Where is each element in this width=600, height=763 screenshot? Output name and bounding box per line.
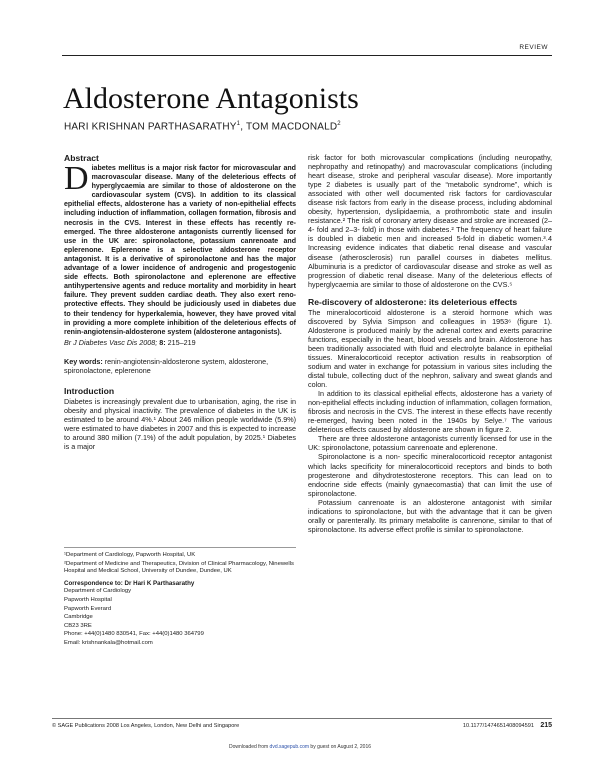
page-number: 215 bbox=[540, 722, 552, 729]
publisher-notice: © SAGE Publications 2008 Los Angeles, London, New Delhi and Singapore bbox=[52, 723, 240, 729]
keywords-text: renin-angiotensin-aldosterone system, aldosterone, spironolactone, eplerenone bbox=[64, 356, 269, 375]
right-column bbox=[308, 153, 552, 534]
author-name: TOM MACDONALD bbox=[245, 121, 338, 133]
abstract-body: iabetes mellitus is a major risk factor for microvascular and macrovascular disease. Many of the deleterious effects of hyperglycaemia are similar to those of aldosterone on the cardiovascular system (CVS). In addition to its classical epithelial effects, aldosterone has a variety of non-epithelial effects including induction of inflammation, collagen formation, fibrosis and necrosis in the CVS. Interest in these effects has recently re-emerged. The three aldosterone antagonists currently licensed for use in the UK are: spironolactone, potassium canrenoate and eplerenone. Eplerenone is a selective aldosterone receptor antagonist. It is a derivative of spironolactone and has the major advantage of a lower incidence of androgenic and progestogenic side effects. Both spironolactone and eplerenone are effective antihypertensive agents and reduce mortality and morbidity in heart failure. They prevent sudden cardiac death. They also exert reno-protective effects. They should be judiciously used in diabetes due to their tendency for hyperkalemia, however, they have proved vital in providing a more complete inhibition of the deleterious effects of renin-angiotensin-aldosterone system (aldosterone antagonists). bbox=[64, 165, 296, 336]
introduction-heading: Introduction bbox=[64, 385, 115, 396]
header-rule bbox=[62, 55, 552, 56]
phone-fax: Phone: +44(0)1480 830541, Fax: +44(0)1480 364799 bbox=[64, 631, 204, 638]
download-notice bbox=[0, 744, 600, 750]
author-name: HARI KRISHNAN PARTHASARATHY bbox=[64, 121, 237, 133]
body-paragraph: Spironolactone is a non- specific mineralocorticoid receptor antagonist which lacks specificity for mineralocorticoid receptors and binds to both progesterone and dihydrotestosterone receptors. This can lead on to endocrine side effects (mainly gynaecomastia) that can limit the use of spironolactone. bbox=[308, 452, 552, 498]
correspondence-heading: Correspondence to: Dr Hari K Parthasarathy bbox=[64, 579, 195, 587]
article-title: Aldosterone Antagonists bbox=[63, 82, 359, 115]
citation-volume: 8: bbox=[157, 337, 166, 347]
drop-cap: D bbox=[64, 160, 89, 197]
keywords bbox=[64, 357, 296, 375]
left-column bbox=[64, 153, 296, 451]
affiliations-box bbox=[64, 547, 296, 649]
doi: 10.1177/1474651408094591 bbox=[462, 723, 534, 729]
affiliation-marker: 1 bbox=[236, 121, 241, 127]
footer-rule bbox=[52, 718, 552, 719]
body-paragraph: The mineralocorticoid aldosterone is a steroid hormone which was discovered by Sylvia Simpson and colleagues in 1953⁶ (figure 1). Aldosterone is produced mainly by the adrenal cortex and exerts paracrine functions, especially in the heart, blood vessels and brain. Aldosterone has been traditionally associated with fluid and electrolyte balance in epithelial tissues. Mineralocorticoid receptor activation results in reabsorption of sodium and water in exchange for potassium in various sites including the distal tubule, collecting duct of the nephron, salivary and sweat glands and colon. bbox=[308, 307, 552, 390]
section-heading: Re-discovery of aldosterone: its deleterious effects bbox=[308, 296, 518, 307]
body-paragraph: There are three aldosterone antagonists currently licensed for use in the UK: spironolactone, potassium canrenoate and eplerenone. bbox=[308, 434, 552, 453]
address-line: CB23 3RE bbox=[64, 622, 92, 629]
address-line: Cambridge bbox=[64, 614, 93, 621]
keywords-label: Key words: bbox=[64, 356, 103, 366]
affiliation-marker: 2 bbox=[337, 121, 341, 127]
introduction-paragraph: Diabetes is increasingly prevalent due to urbanisation, aging, the rise in obesity and physical inactivity. The prevalence of diabetes in the UK is estimated to be around 4%.¹ About 246 million people worldwide (5.9%) were estimated to have diabetes in 2007 and this is expected to increase to around 380 million (7.1%) of the adult population, by 2025.¹ Diabetes is a major bbox=[64, 396, 296, 452]
email-address: Email: krishnankala@hotmail.com bbox=[64, 639, 153, 646]
body-paragraph: In addition to its classical epithelial effects, aldosterone has a variety of non-epithelial effects including induction of inflammation, collagen formation, fibrosis and necrosis in the CVS. The interest in these effects have recently re-emerged, having been noted in the 1940s by Selye.⁷ The various deleterious effects caused by aldosterone are shown in figure 2. bbox=[308, 389, 552, 435]
affiliation-2: ²Department of Medicine and Therapeutics, Division of Clinical Pharmacology, Ninewells Hospital and Medical School, University of Dundee, Dundee, UK bbox=[64, 560, 294, 575]
citation bbox=[64, 338, 296, 347]
affiliation-1: ¹Department of Cardiology, Papworth Hospital, UK bbox=[64, 552, 196, 558]
section-label: REVIEW bbox=[519, 44, 548, 51]
download-suffix: by guest on August 2, 2016 bbox=[309, 744, 372, 750]
address-line: Department of Cardiology bbox=[64, 588, 132, 595]
body-paragraph: risk factor for both microvascular complications (including neuropathy, nephropathy and retinopathy) and macrovascular complications (including heart disease, stroke and peripheral vascular disease). More importantly type 2 diabetes is usually part of the “metabolic syndrome”, which is associated with other well documented risk factors for cardiovascular disease risk factors from early in the disease process, including abdominal obesity, hypertension, dyslipidaemia, a prothrombotic state and insulin resistance.² The risk of coronary artery disease and stroke are increased (2–4- fold and 2–3- fold) in those with diabetes.² The frequency of heart failure is doubled in diabetic men and increased 5-fold in diabetic women.³˒4 Increasing evidence indicates that diabetic renal disease and vascular disease (atherosclerosis) run parallel courses in diabetes mellitus. Albuminuria is a predictor of cardiovascular disease and stroke as well as progression of diabetic renal disease. Many of the deleterious effects of hyperglycaemia are similar to those of aldosterone on the CVS.⁵ bbox=[308, 153, 552, 289]
address-line: Papworth Everard bbox=[64, 605, 112, 612]
citation-pages: 215–219 bbox=[165, 337, 196, 347]
download-prefix: Downloaded from bbox=[228, 744, 270, 750]
download-link[interactable]: dvd.sagepub.com bbox=[269, 744, 310, 750]
citation-journal: Br J Diabetes Vasc Dis 2008; bbox=[64, 337, 158, 347]
address-line: Papworth Hospital bbox=[64, 596, 112, 603]
body-paragraph: Potassium canrenoate is an aldosterone antagonist with similar indications to spironolactone, but with the advantage that it can be given orally or parenterally. Its primary metabolite is canrenone, similar to that of spironolactone. Its adverse effect profile is similar to spironolactone. bbox=[308, 497, 552, 534]
author-line bbox=[64, 121, 341, 132]
author-separator: , bbox=[240, 121, 246, 133]
abstract-heading: Abstract bbox=[64, 153, 99, 163]
abstract-text bbox=[64, 160, 296, 337]
